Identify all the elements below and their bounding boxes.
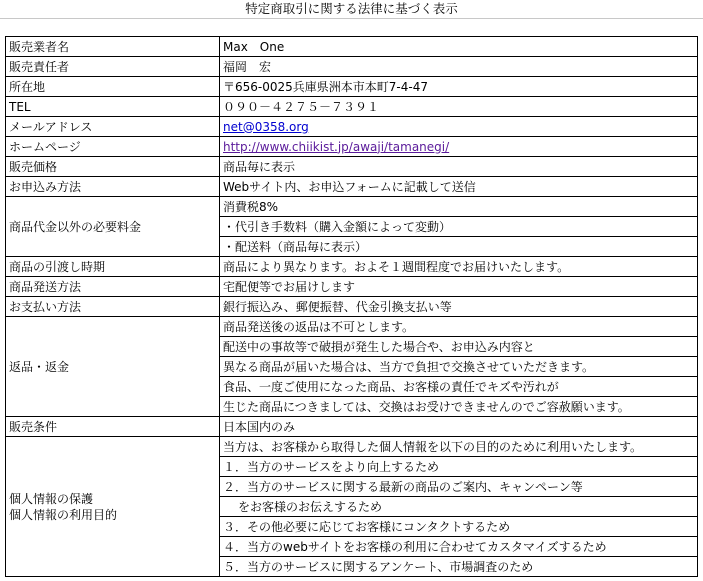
seller-label: 販売業者名 (6, 37, 220, 57)
returns-line: 食品、一度ご使用になった商品、お客様の責任でキズや汚れが (220, 377, 698, 397)
privacy-line: ５．当方のサービスに関するアンケート、市場調査のため (220, 557, 698, 577)
manager-value: 福岡 宏 (220, 57, 698, 77)
order-label: お申込み方法 (6, 177, 220, 197)
email-label: メールアドレス (6, 117, 220, 137)
table-row (6, 97, 698, 117)
shipping-value: 宅配便等でお届けします (220, 277, 698, 297)
privacy-line: 当方は、お客様から取得した個人情報を以下の目的のために利用いたします。 (220, 437, 698, 457)
address-label: 所在地 (6, 77, 220, 97)
privacy-line: １．当方のサービスをより向上するため (220, 457, 698, 477)
privacy-line: ４．当方のwebサイトをお客様の利用に合わせてカスタマイズするため (220, 537, 698, 557)
table-row (6, 137, 698, 157)
privacy-label-line: 個人情報の利用目的 (9, 507, 118, 522)
manager-label: 販売責任者 (6, 57, 220, 77)
conditions-value: 日本国内のみ (220, 417, 698, 437)
table-row (6, 77, 698, 97)
legal-info-table (5, 36, 698, 577)
homepage-label: ホームページ (6, 137, 220, 157)
tel-label: TEL (6, 97, 220, 117)
returns-line: 商品発送後の返品は不可とします。 (220, 317, 698, 337)
table-row (6, 117, 698, 137)
privacy-line: ３．その他必要に応じてお客様にコンタクトするため (220, 517, 698, 537)
shipping-label: 商品発送方法 (6, 277, 220, 297)
seller-value: Max One (220, 37, 698, 57)
returns-line: 異なる商品が届いた場合は、当方で負担で交換させていただきます。 (220, 357, 698, 377)
order-value: Webサイト内、お申込フォームに記載して送信 (220, 177, 698, 197)
homepage-link[interactable]: http://www.chiikist.jp/awaji/tamanegi/ (223, 139, 450, 154)
fees-line: ・配送料（商品毎に表示） (220, 237, 698, 257)
title-divider (0, 18, 703, 19)
table-row (6, 157, 698, 177)
table-row (6, 57, 698, 77)
price-value: 商品毎に表示 (220, 157, 698, 177)
fees-label: 商品代金以外の必要料金 (6, 197, 220, 257)
payment-value: 銀行振込み、郵便振替、代金引換支払い等 (220, 297, 698, 317)
table-row (6, 417, 698, 437)
fees-line: ・代引き手数料（購入金額によって変動） (220, 217, 698, 237)
privacy-line: ２．当方のサービスに関する最新の商品のご案内、キャンペーン等 (220, 477, 698, 497)
table-row (6, 317, 698, 337)
price-label: 販売価格 (6, 157, 220, 177)
delivery-time-label: 商品の引渡し時期 (6, 257, 220, 277)
returns-line: 生じた商品につきましては、交換はお受けできませんのでご容赦願います。 (220, 397, 698, 417)
privacy-label (6, 437, 220, 577)
table-row (6, 37, 698, 57)
table-row (6, 277, 698, 297)
delivery-time-value: 商品により異なります。およそ１週間程度でお届けいたします。 (220, 257, 698, 277)
table-row (6, 257, 698, 277)
table-row (6, 437, 698, 457)
tel-value: ０９０－４２７５－７３９１ (220, 97, 698, 117)
page-title: 特定商取引に関する法律に基づく表示 (245, 1, 458, 16)
address-value: 〒656-0025兵庫県洲本市本町7-4-47 (220, 77, 698, 97)
privacy-line: をお客様のお伝えするため (220, 497, 698, 517)
conditions-label: 販売条件 (6, 417, 220, 437)
fees-line: 消費税8% (220, 197, 698, 217)
table-row (6, 297, 698, 317)
returns-label: 返品・返金 (6, 317, 220, 417)
privacy-label-line: 個人情報の保護 (9, 491, 94, 506)
table-row (6, 197, 698, 217)
email-link[interactable]: net@0358.org (223, 119, 309, 134)
payment-label: お支払い方法 (6, 297, 220, 317)
table-row (6, 177, 698, 197)
returns-line: 配送中の事故等で破損が発生した場合や、お申込み内容と (220, 337, 698, 357)
